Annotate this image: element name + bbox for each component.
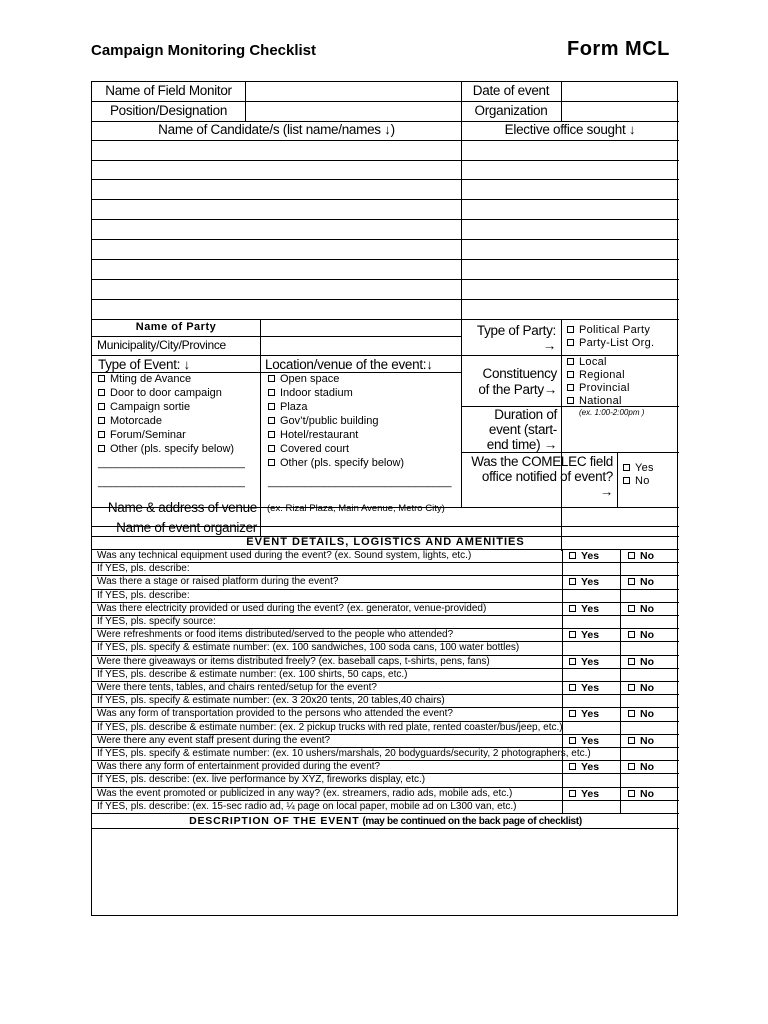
name-of-party-label: Name of Party: [135, 321, 217, 333]
yes-checkbox[interactable]: [569, 788, 599, 800]
organization-label: Organization: [474, 103, 548, 118]
constituency-label: Constituency: [482, 366, 557, 381]
yes-label: Yes: [581, 787, 600, 800]
checkbox-icon: [567, 326, 574, 333]
event-type-option[interactable]: [98, 386, 234, 400]
yes-checkbox[interactable]: [569, 629, 599, 641]
logistics-followup[interactable]: If YES, pls. specify & estimate number: (ex. 3 20x20 tents, 20 tables,40 chairs): [97, 695, 445, 707]
checkbox-icon: [98, 403, 105, 410]
date-of-event-input[interactable]: [563, 83, 677, 100]
comelec-option-no[interactable]: [623, 475, 654, 488]
municipality-input[interactable]: [262, 338, 459, 353]
checkbox-icon: [628, 658, 635, 665]
yes-label: Yes: [581, 576, 600, 589]
logistics-followup[interactable]: If YES, pls. specify & estimate number: (ex. 100 sandwiches, 100 soda cans, 100 water bottles): [97, 642, 520, 654]
yes-checkbox[interactable]: [569, 761, 599, 773]
yes-label: Yes: [581, 682, 600, 694]
no-label: No: [640, 550, 654, 562]
location-options: [268, 372, 404, 470]
yes-label: Yes: [581, 602, 600, 615]
constituency-option[interactable]: [567, 369, 630, 382]
option-label: Hotel/restaurant: [280, 429, 359, 441]
location-option[interactable]: [268, 442, 404, 456]
no-label: No: [640, 708, 654, 721]
logistics-question: Were refreshments or food items distributed/served to the people who attended?: [97, 629, 454, 641]
option-label: Motorcade: [110, 415, 162, 427]
location-option[interactable]: [268, 428, 404, 442]
option-label: Door to door campaign: [110, 387, 222, 399]
elective-office-area[interactable]: [463, 142, 677, 317]
yes-label: Yes: [581, 708, 600, 721]
yes-label: Yes: [581, 550, 600, 562]
checkbox-icon: [567, 358, 574, 365]
option-label: National: [579, 395, 622, 407]
checkbox-icon: [569, 763, 576, 770]
logistics-question: Was there electricity provided or used during the event? (ex. generator, venue-provided): [97, 602, 487, 614]
checkbox-icon: [569, 552, 576, 559]
option-label: Indoor stadium: [280, 387, 353, 399]
event-type-other-line-1[interactable]: ________________________: [98, 457, 245, 469]
checkbox-icon: [567, 371, 574, 378]
checkbox-icon: [628, 605, 635, 612]
option-label: Provincial: [579, 382, 630, 394]
type-of-party-arrow: →: [542, 338, 556, 353]
checkbox-icon: [569, 631, 576, 638]
option-label: Campaign sortie: [110, 401, 191, 413]
checkbox-icon: [569, 578, 576, 585]
location-option[interactable]: [268, 456, 404, 470]
no-label: No: [640, 602, 654, 615]
event-type-option[interactable]: [98, 400, 234, 414]
form-title: Campaign Monitoring Checklist: [91, 42, 317, 59]
checkbox-icon: [623, 477, 630, 484]
constituency-label-line-2: of the Party→: [478, 382, 557, 397]
no-checkbox[interactable]: [628, 761, 654, 773]
logistics-followup[interactable]: If YES, pls. describe & estimate number: (ex. 2 pickup trucks with red plate, rented coaster/bus/jeep, etc.): [97, 721, 563, 733]
venue-input[interactable]: [262, 515, 677, 525]
organization-input[interactable]: [563, 103, 677, 120]
description-area[interactable]: [94, 830, 677, 914]
logistics-question: Was any form of transportation provided to the persons who attended the event?: [97, 708, 453, 720]
logistics-followup[interactable]: If YES, pls. describe: (ex. 15-sec radio ad, ¼ page on local paper, mobile ad on L300 van, etc.): [97, 800, 517, 812]
no-label: No: [640, 655, 654, 668]
yes-label: Yes: [581, 761, 600, 774]
party-option-party-list[interactable]: [567, 337, 654, 350]
option-label: Covered court: [280, 443, 350, 455]
elective-office-label: Elective office sought ↓: [504, 122, 636, 137]
comelec-options: [623, 462, 654, 488]
duration-input[interactable]: [563, 418, 677, 451]
yes-checkbox[interactable]: [569, 708, 599, 720]
checkbox-icon: [268, 431, 275, 438]
yes-checkbox[interactable]: [569, 576, 599, 588]
no-checkbox[interactable]: [628, 708, 654, 720]
candidate-names-area[interactable]: [94, 142, 459, 317]
checkbox-icon: [567, 397, 574, 404]
checkbox-icon: [268, 375, 275, 382]
comelec-notified-label: Was the COMELEC field: [471, 454, 613, 469]
description-note: (may be continued on the back page of checklist): [362, 816, 582, 827]
no-label: No: [640, 576, 654, 589]
municipality-label: Municipality/City/Province: [97, 338, 226, 352]
event-type-other-line-2[interactable]: ________________________: [98, 476, 245, 488]
comelec-notified-label-line-2: office notified of event?: [481, 469, 613, 484]
checkbox-icon: [98, 431, 105, 438]
checkbox-icon: [268, 445, 275, 452]
description-heading-row: [92, 815, 679, 828]
checkbox-icon: [628, 710, 635, 717]
location-option[interactable]: [268, 414, 404, 428]
location-option[interactable]: [268, 400, 404, 414]
checkbox-icon: [268, 417, 275, 424]
checklist-form: [91, 81, 678, 916]
checkbox-icon: [628, 684, 635, 691]
checkbox-icon: [268, 459, 275, 466]
checkbox-icon: [569, 737, 576, 744]
checkbox-icon: [569, 710, 576, 717]
field-monitor-label: Name of Field Monitor: [105, 83, 232, 98]
checkbox-icon: [569, 684, 576, 691]
logistics-question: Were there giveaways or items distributed freely? (ex. baseball caps, t-shirts, pens, fans): [97, 655, 490, 667]
option-label: Political Party: [579, 324, 651, 336]
logistics-question: Was there any form of entertainment provided during the event?: [97, 761, 381, 773]
option-label: Local: [579, 356, 607, 368]
checkbox-icon: [98, 389, 105, 396]
location-option[interactable]: [268, 372, 404, 386]
organizer-label: Name of event organizer: [116, 520, 257, 535]
checkbox-icon: [98, 417, 105, 424]
yes-label: Yes: [581, 734, 600, 747]
party-option-political-party[interactable]: [567, 324, 650, 337]
constituency-option[interactable]: [567, 382, 630, 395]
no-checkbox[interactable]: [628, 656, 654, 668]
no-label: No: [640, 761, 654, 774]
option-label: No: [635, 475, 650, 487]
logistics-question: Was there a stage or raised platform during the event?: [97, 576, 339, 588]
yes-checkbox[interactable]: [569, 682, 599, 694]
constituency-option[interactable]: [567, 356, 630, 369]
duration-label-line-3: end time) →: [486, 437, 557, 452]
option-label: Open space: [280, 373, 340, 385]
logistics-followup[interactable]: If YES, pls. describe: (ex. live performance by XYZ, fireworks display, etc.): [97, 774, 426, 786]
checkbox-icon: [569, 790, 576, 797]
option-label: Plaza: [280, 401, 308, 413]
no-checkbox[interactable]: [628, 550, 654, 562]
comelec-option-yes[interactable]: [623, 462, 654, 475]
type-of-party-label: Type of Party:: [476, 323, 556, 338]
event-type-option[interactable]: [98, 414, 234, 428]
option-label: Mting de Avance: [110, 373, 192, 385]
name-of-party-input[interactable]: [262, 321, 459, 335]
no-checkbox[interactable]: [628, 682, 654, 694]
logistics-followup[interactable]: If YES, pls. describe:: [97, 563, 190, 575]
organizer-input[interactable]: [262, 527, 677, 535]
logistics-followup[interactable]: If YES, pls. specify & estimate number: (ex. 10 ushers/marshals, 20 bodyguards/security, 2 photographers, etc.): [97, 748, 591, 759]
logistics-followup[interactable]: If YES, pls. specify source:: [97, 616, 216, 627]
logistics-question: Was the event promoted or publicized in any way? (ex. streamers, radio ads, mobile ads, etc.): [97, 787, 513, 799]
option-label: Party-List Org.: [579, 337, 655, 349]
location-option[interactable]: [268, 386, 404, 400]
venue-example: (ex. Rizal Plaza, Main Avenue, Metro City): [267, 503, 445, 514]
no-checkbox[interactable]: [628, 735, 654, 747]
logistics-question: Was any technical equipment used during the event? (ex. Sound system, lights, etc.): [97, 550, 472, 561]
logistics-followup[interactable]: If YES, pls. describe:: [97, 589, 190, 601]
checkbox-icon: [567, 384, 574, 391]
field-monitor-input[interactable]: [247, 83, 459, 100]
date-of-event-label: Date of event: [472, 83, 550, 98]
no-label: No: [640, 787, 654, 800]
yes-checkbox[interactable]: [569, 735, 599, 747]
constituency-option[interactable]: [567, 395, 630, 408]
checkbox-icon: [628, 737, 635, 744]
checkbox-icon: [628, 763, 635, 770]
no-checkbox[interactable]: [628, 629, 654, 641]
checkbox-icon: [628, 631, 635, 638]
checkbox-icon: [268, 389, 275, 396]
option-label: Regional: [579, 369, 625, 381]
logistics-question: Were there tents, tables, and chairs rented/setup for the event?: [97, 682, 377, 693]
checkbox-icon: [628, 790, 635, 797]
logistics-followup[interactable]: If YES, pls. describe & estimate number: (ex. 100 shirts, 50 caps, etc.): [97, 668, 408, 680]
checkbox-icon: [268, 403, 275, 410]
option-label: Forum/Seminar: [110, 429, 186, 441]
venue-label: Name & address of venue: [107, 500, 257, 515]
checkbox-icon: [98, 375, 105, 382]
logistics-heading: EVENT DETAILS, LOGISTICS AND AMENITIES: [246, 536, 525, 548]
no-checkbox[interactable]: [628, 603, 654, 615]
description-heading: DESCRIPTION OF THE EVENT: [189, 815, 360, 827]
checkbox-icon: [569, 658, 576, 665]
no-checkbox[interactable]: [628, 576, 654, 588]
no-label: No: [640, 734, 654, 747]
yes-checkbox[interactable]: [569, 656, 599, 668]
event-type-option[interactable]: [98, 442, 234, 456]
yes-label: Yes: [581, 629, 600, 642]
option-label: Gov’t/public building: [280, 415, 379, 427]
candidates-label: Name of Candidate/s (list name/names ↓): [158, 122, 395, 137]
type-of-event-options: [98, 372, 234, 456]
location-other-line[interactable]: ______________________________: [268, 476, 452, 488]
checkbox-icon: [98, 445, 105, 452]
duration-example: (ex. 1:00-2:00pm ): [579, 408, 645, 417]
form-code: Form MCL: [567, 38, 670, 60]
position-label: Position/Designation: [109, 103, 228, 118]
yes-checkbox[interactable]: [569, 550, 599, 562]
yes-label: Yes: [581, 655, 600, 668]
location-label: Location/venue of the event:↓: [265, 357, 433, 372]
no-label: No: [640, 629, 654, 642]
no-label: No: [640, 682, 654, 694]
checkbox-icon: [569, 605, 576, 612]
option-label: Yes: [635, 462, 654, 474]
event-type-option[interactable]: [98, 428, 234, 442]
logistics-question: Were there any event staff present during the event?: [97, 734, 331, 746]
no-checkbox[interactable]: [628, 788, 654, 800]
event-type-option[interactable]: [98, 372, 234, 386]
comelec-notified-arrow: →: [599, 484, 613, 499]
checkbox-icon: [628, 552, 635, 559]
duration-label-line-2: event (start-: [488, 422, 557, 437]
option-label: Other (pls. specify below): [110, 443, 235, 455]
yes-checkbox[interactable]: [569, 603, 599, 615]
constituency-options: [567, 356, 630, 408]
checkbox-icon: [623, 464, 630, 471]
position-input[interactable]: [247, 103, 459, 120]
option-label: Other (pls. specify below): [280, 457, 405, 469]
duration-label: Duration of: [494, 407, 557, 422]
checkbox-icon: [567, 339, 574, 346]
checkbox-icon: [628, 578, 635, 585]
type-of-event-label: Type of Event: ↓: [98, 357, 191, 372]
